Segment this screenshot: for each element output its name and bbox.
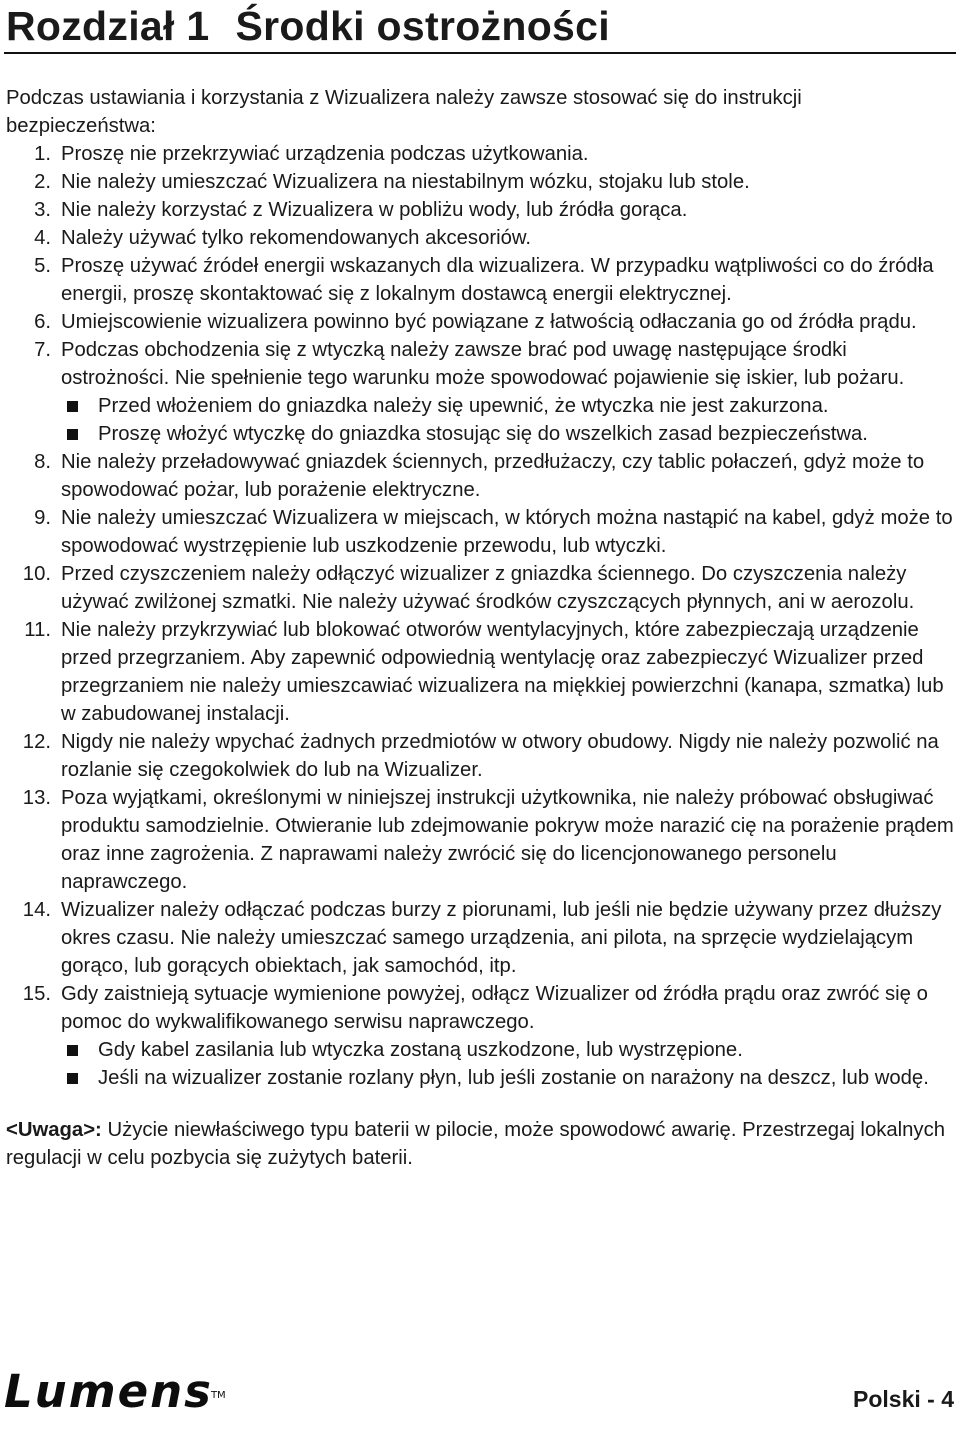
bullet-text: Proszę włożyć wtyczkę do gniazdka stosując się do wszelkich zasad bezpieczeństwa. — [98, 423, 868, 445]
page-number-label: Polski - 4 — [853, 1386, 954, 1412]
list-item — [6, 336, 956, 448]
bullet-text: Gdy kabel zasilania lub wtyczka zostaną uszkodzone, lub wystrzępione. — [98, 1039, 743, 1061]
bullet-item — [61, 1036, 956, 1064]
list-item — [6, 784, 956, 896]
item-text: Proszę nie przekrzywiać urządzenia podczas użytkowania. — [61, 143, 589, 165]
chapter-name: Środki ostrożności — [235, 3, 610, 49]
trademark-mark: TM — [210, 1390, 226, 1401]
bullet-text: Jeśli na wizualizer zostanie rozlany płyn, lub jeśli zostanie on narażony na deszcz, lub wodę. — [98, 1067, 929, 1089]
note-text: Użycie niewłaściwego typu baterii w pilocie, może spowodowć awarię. Przestrzegaj lokalnych regulacji w celu pozbycia się zużytych baterii. — [6, 1119, 945, 1169]
list-item — [6, 196, 956, 224]
square-bullet-icon — [67, 401, 78, 412]
item-number: 12. — [22, 731, 51, 753]
list-item — [6, 616, 956, 728]
plug-bullet-list — [61, 392, 956, 448]
item-number: 8. — [34, 451, 51, 473]
item-number: 3. — [34, 199, 51, 221]
square-bullet-icon — [67, 429, 78, 440]
bullet-item — [61, 1064, 956, 1092]
item-text: Wizualizer należy odłączać podczas burzy z piorunami, lub jeśli nie będzie używany przez dłuższy okres czasu. Nie należy umieszczać samego urządzenia, ani pilota, na sprzęcie wydzielającym gorąco, lub gorących obiektach, jak samochód, itp. — [61, 899, 942, 977]
list-item — [6, 448, 956, 504]
item-text: Nie należy umieszczać Wizualizera w miejscach, w których można nastąpić na kabel, gdyż może to spowodować wystrzępienie lub uszkodzenie przewodu, lub wtyczki. — [61, 507, 953, 557]
list-item — [6, 224, 956, 252]
item-text: Nigdy nie należy wpychać żadnych przedmiotów w otwory obudowy. Nigdy nie należy pozwolić na rozlanie się czegokolwiek do lub na Wizualizer. — [61, 731, 939, 781]
list-item — [6, 980, 956, 1092]
list-item — [6, 140, 956, 168]
item-number: 9. — [34, 507, 51, 529]
battery-note — [6, 1116, 956, 1172]
item-text: Nie należy przykrzywiać lub blokować otworów wentylacyjnych, które zabezpieczają urządzenie przed przegrzaniem. Aby zapewnić odpowiednią wentylację oraz zabezpieczyć Wizualizer przed przegrzaniem nie należy umieszcawiać wizualizera na miękkiej powierzchni (kanapa, szmatka) lub w zabudowanej instalacji. — [61, 619, 944, 725]
list-item — [6, 308, 956, 336]
item-text: Nie należy przeładowywać gniazdek ściennych, przedłużaczy, czy tablic połaczeń, gdyż może to spowodować pożar, lub porażenie elektryczne. — [61, 451, 925, 501]
item-number: 13. — [22, 787, 51, 809]
title-divider — [4, 52, 956, 54]
item-text: Podczas obchodzenia się z wtyczką należy zawsze brać pod uwagę następujące środki ostrożności. Nie spełnienie tego warunku może spowodować pojawienie się iskier, lub pożaru. — [61, 339, 905, 389]
item-text: Nie należy korzystać z Wizualizera w pobliżu wody, lub źródła gorąca. — [61, 199, 688, 221]
list-item — [6, 896, 956, 980]
item-text: Nie należy umieszczać Wizualizera na niestabilnym wózku, stojaku lub stole. — [61, 171, 750, 193]
chapter-number: Rozdział 1 — [6, 3, 210, 49]
item-text: Należy używać tylko rekomendowanych akcesoriów. — [61, 227, 532, 249]
bullet-item — [61, 420, 956, 448]
bullet-text: Przed włożeniem do gniazdka należy się upewnić, że wtyczka nie jest zakurzona. — [98, 395, 829, 417]
logo-wordmark: Lumens — [4, 1365, 213, 1418]
service-bullet-list — [61, 1036, 956, 1092]
document-body — [6, 84, 956, 1172]
precautions-list — [6, 140, 956, 1092]
item-number: 15. — [22, 983, 51, 1005]
intro-paragraph: Podczas ustawiania i korzystania z Wizualizera należy zawsze stosować się do instrukcji bezpieczeństwa: — [6, 87, 802, 137]
item-number: 11. — [24, 619, 51, 641]
list-item — [6, 168, 956, 196]
item-number: 14. — [22, 899, 51, 921]
item-text: Poza wyjątkami, określonymi w niniejszej instrukcji użytkownika, nie należy próbować obsługiwać produktu samodzielnie. Otwieranie lub zdejmowanie pokryw może narazić cię na porażenie prądem oraz inne zagrożenia. Z naprawami należy zwrócić się do licencjonowanego personelu naprawczego. — [61, 787, 954, 893]
item-number: 6. — [34, 311, 51, 333]
item-text: Proszę używać źródeł energii wskazanych dla wizualizera. W przypadku wątpliwości co do źródła energii, proszę skontaktować się z lokalnym dostawcą energii elektrycznej. — [61, 255, 934, 305]
square-bullet-icon — [67, 1073, 78, 1084]
item-number: 5. — [34, 255, 51, 277]
item-number: 2. — [34, 171, 51, 193]
square-bullet-icon — [67, 1045, 78, 1056]
list-item — [6, 560, 956, 616]
lumens-logo — [4, 1365, 228, 1418]
bullet-item — [61, 392, 956, 420]
item-number: 4. — [34, 227, 51, 249]
note-label: <Uwaga>: — [6, 1119, 102, 1141]
item-text: Umiejscowienie wizualizera powinno być powiązane z łatwością odłaczania go od źródła prądu. — [61, 311, 917, 333]
item-number: 7. — [34, 339, 51, 361]
item-text: Gdy zaistnieją sytuacje wymienione powyżej, odłącz Wizualizer od źródła prądu oraz zwróć się o pomoc do wykwalifikowanego serwisu naprawczego. — [61, 983, 928, 1033]
list-item — [6, 728, 956, 784]
list-item — [6, 252, 956, 308]
item-number: 10. — [22, 563, 51, 585]
list-item — [6, 504, 956, 560]
item-number: 1. — [34, 143, 51, 165]
item-text: Przed czyszczeniem należy odłączyć wizualizer z gniazdka ściennego. Do czyszczenia należy używać zwilżonej szmatki. Nie należy używać środków czyszczących płynnych, ani w aerozolu. — [61, 563, 915, 613]
page-title — [6, 2, 610, 50]
